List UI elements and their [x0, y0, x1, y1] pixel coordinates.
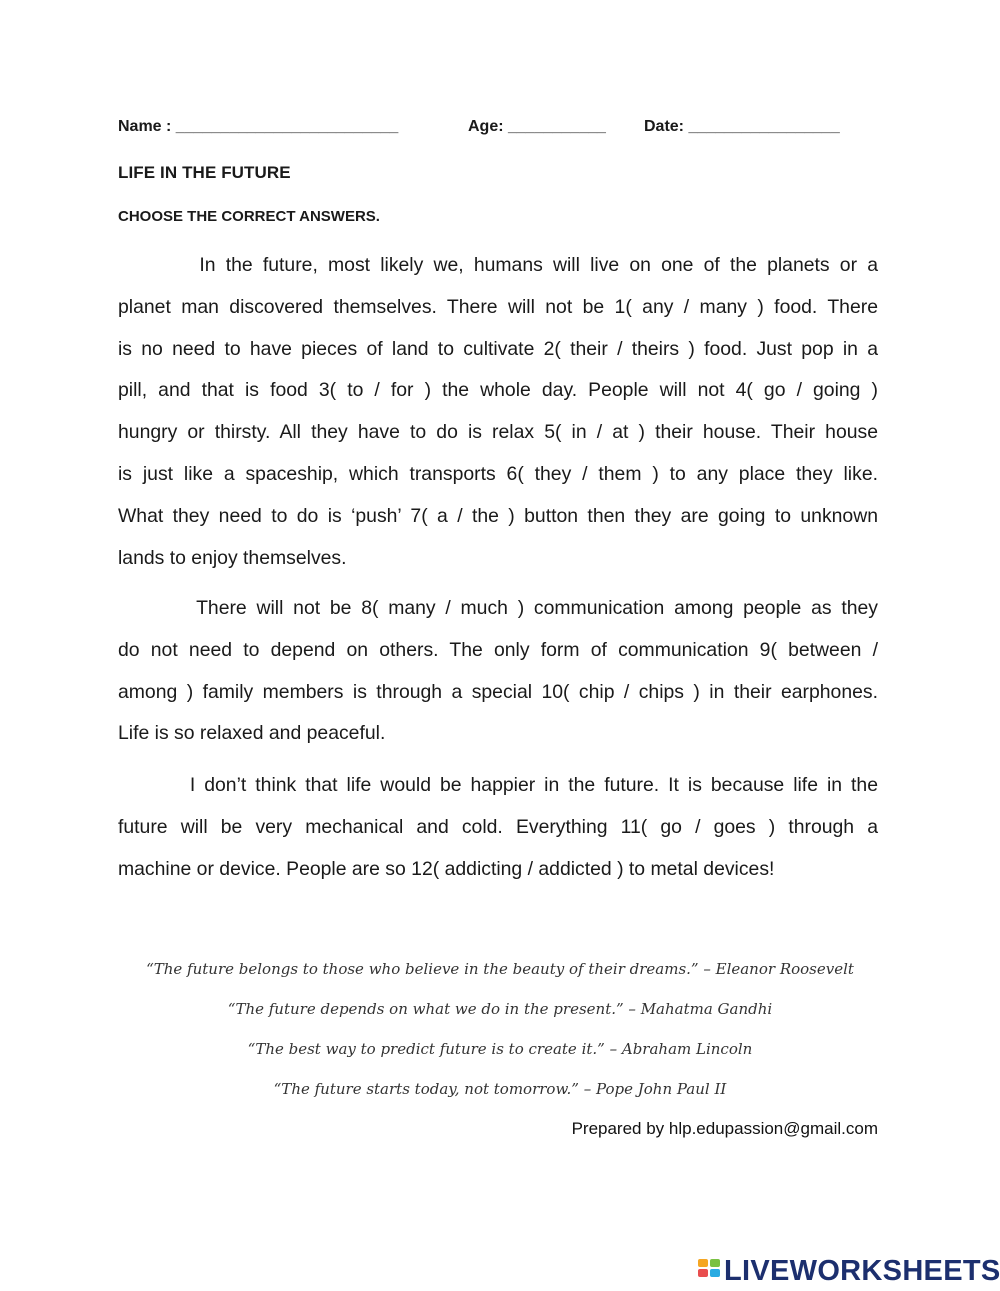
paragraph-line: pill, and that is food 3( to / for ) the whole day. People will not 4( go / going ): [118, 379, 878, 402]
date-field-label: Date: _________________: [644, 118, 840, 135]
paragraph-3: [118, 765, 878, 890]
paragraph-line: among ) family members is through a special 10( chip / chips ) in their earphones.: [118, 680, 878, 703]
logo-block: [710, 1269, 720, 1277]
quote-roosevelt: “The future belongs to those who believe in the beauty of their dreams.” – Eleanor Roosevelt: [146, 960, 854, 978]
paragraph-2: [118, 588, 878, 755]
logo-block: [698, 1259, 708, 1267]
paragraph-1: [118, 245, 878, 579]
logo-text: LIVEWORKSHEETS: [724, 1255, 1000, 1287]
paragraph-line: do not need to depend on others. The only form of communication 9( between /: [118, 638, 878, 661]
name-field-label: Name : _________________________: [118, 118, 399, 135]
paragraph-line: Life is so relaxed and peaceful.: [118, 722, 386, 745]
logo-block: [698, 1269, 708, 1277]
student-info-header: [118, 118, 878, 142]
paragraph-line: I don’t think that life would be happier in the future. It is because life in the: [118, 774, 878, 796]
worksheet-instructions: CHOOSE THE CORRECT ANSWERS.: [118, 208, 380, 225]
age-field-label: Age: ___________: [468, 118, 606, 135]
liveworksheets-logo[interactable]: [698, 1255, 1000, 1288]
paragraph-line: lands to enjoy themselves.: [118, 546, 347, 569]
quote-pope-john-paul: “The future starts today, not tomorrow.” – Pope John Paul II: [273, 1080, 727, 1098]
paragraph-line: is no need to have pieces of land to cultivate 2( their / theirs ) food. Just pop in a: [118, 337, 878, 360]
paragraph-line: There will not be 8( many / much ) communication among people as they: [118, 597, 878, 619]
paragraph-line: In the future, most likely we, humans will live on one of the planets or a: [118, 254, 878, 276]
quote-lincoln: “The best way to predict future is to create it.” – Abraham Lincoln: [247, 1040, 753, 1058]
paragraph-line: machine or device. People are so 12( addicting / addicted ) to metal devices!: [118, 857, 775, 880]
paragraph-line: future will be very mechanical and cold. Everything 11( go / goes ) through a: [118, 815, 878, 838]
prepared-by-credit: Prepared by hlp.edupassion@gmail.com: [571, 1119, 878, 1138]
liveworksheets-logo-icon: [698, 1259, 720, 1285]
quote-gandhi: “The future depends on what we do in the present.” – Mahatma Gandhi: [227, 1000, 773, 1018]
paragraph-line: What they need to do is ‘push’ 7( a / the ) button then they are going to unknown: [118, 504, 878, 527]
paragraph-line: hungry or thirsty. All they have to do is relax 5( in / at ) their house. Their house: [118, 421, 878, 444]
quotes-section: [100, 955, 900, 1115]
paragraph-line: planet man discovered themselves. There will not be 1( any / many ) food. There: [118, 295, 878, 318]
worksheet-title: LIFE IN THE FUTURE: [118, 163, 291, 182]
paragraph-line: is just like a spaceship, which transports 6( they / them ) to any place they like.: [118, 462, 878, 485]
logo-block: [710, 1259, 720, 1267]
